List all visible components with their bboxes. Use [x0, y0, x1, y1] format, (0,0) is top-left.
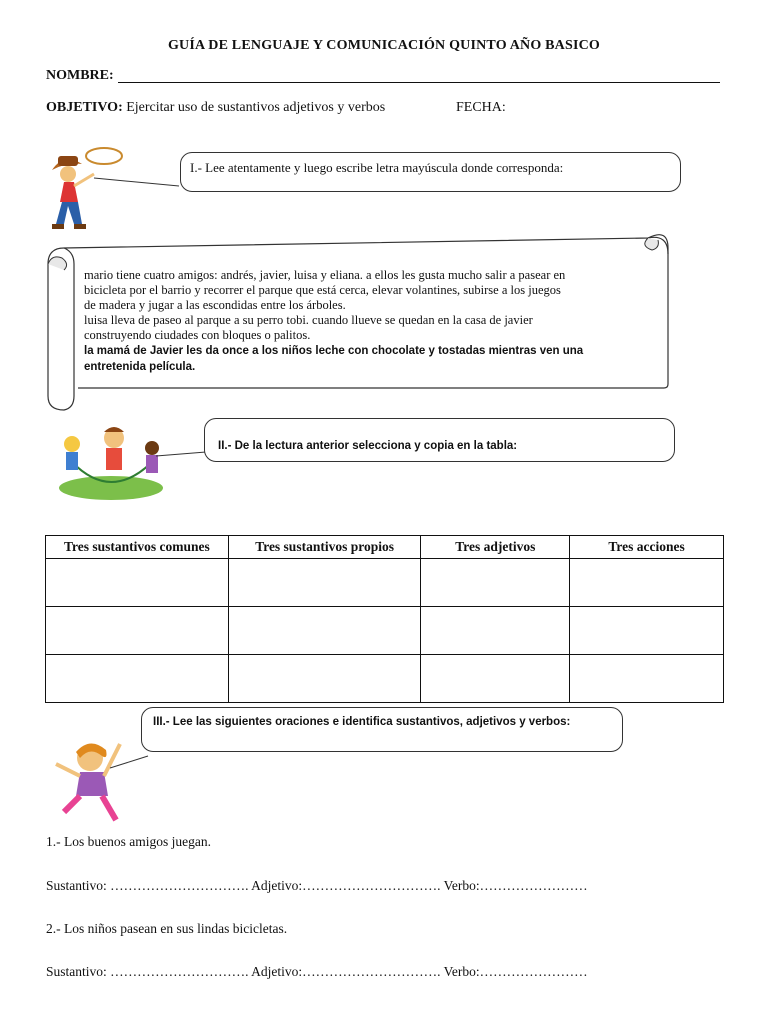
answer-cell[interactable]	[570, 559, 724, 607]
passage-bold-line: la mamá de Javier les da once a los niños leche con chocolate y tostadas mientras ven una	[84, 345, 584, 357]
instruction-2-text: II.- De la lectura anterior selecciona y copia en la tabla:	[218, 440, 518, 452]
passage-line: mario tiene cuatro amigos: andrés, javier, luisa y eliana. a ellos les gusta mucho salir a pasear en	[84, 268, 566, 282]
nombre-label: NOMBRE:	[46, 68, 114, 83]
objetivo-label: OBJETIVO:	[46, 100, 123, 115]
answer-line-2[interactable]: Sustantivo: …………………………. Adjetivo:…………………………. Verbo:……………………	[46, 964, 588, 979]
nombre-field-line[interactable]	[118, 82, 720, 83]
answer-cell[interactable]	[46, 655, 229, 703]
answer-cell[interactable]	[228, 559, 421, 607]
table-row	[46, 559, 724, 607]
answer-cell[interactable]	[421, 607, 570, 655]
objetivo	[46, 100, 385, 116]
instruction-3-text: III.- Lee las siguientes oraciones e identifica sustantivos, adjetivos y verbos:	[153, 716, 571, 728]
passage-bold-line: entretenida película.	[84, 361, 196, 373]
passage-line: de madera y jugar a las escondidas entre los árboles.	[84, 298, 346, 312]
fecha-label: FECHA:	[456, 100, 506, 115]
answer-cell[interactable]	[421, 655, 570, 703]
table-row	[46, 607, 724, 655]
objetivo-text: Ejercitar uso de sustantivos adjetivos y verbos	[122, 100, 386, 115]
header-sustantivos-propios: Tres sustantivos propios	[228, 536, 421, 559]
instruction-1-text: I.- Lee atentamente y luego escribe letra mayúscula donde corresponda:	[190, 160, 564, 175]
instruction-bubble-3	[141, 707, 623, 752]
answer-line-1[interactable]: Sustantivo: …………………………. Adjetivo:…………………………. Verbo:……………………	[46, 878, 588, 893]
answer-cell[interactable]	[421, 559, 570, 607]
answer-table	[45, 535, 724, 703]
table-row	[46, 655, 724, 703]
answer-cell[interactable]	[570, 607, 724, 655]
answer-cell[interactable]	[228, 607, 421, 655]
question-1: 1.- Los buenos amigos juegan.	[46, 834, 211, 849]
table-header-row	[46, 536, 724, 559]
passage-line: bicicleta por el barrio y recorrer el parque que está cerca, elevar volantines, subirse a los juegos	[84, 283, 561, 297]
header-sustantivos-comunes: Tres sustantivos comunes	[46, 536, 229, 559]
header-adjetivos: Tres adjetivos	[421, 536, 570, 559]
header-acciones: Tres acciones	[570, 536, 724, 559]
cowboy-icon	[44, 140, 184, 232]
answer-cell[interactable]	[228, 655, 421, 703]
reading-passage	[84, 268, 664, 375]
passage-line: construyendo ciudades con bloques o palitos.	[84, 328, 311, 342]
jumping-girl-icon	[50, 734, 150, 826]
answer-cell[interactable]	[46, 559, 229, 607]
kids-playing-icon	[56, 422, 206, 504]
question-2: 2.- Los niños pasean en sus lindas bicicletas.	[46, 921, 288, 936]
passage-line: luisa lleva de paseo al parque a su perro tobi. cuando llueve se quedan en la casa de javier	[84, 313, 533, 327]
answer-cell[interactable]	[46, 607, 229, 655]
worksheet-title: GUÍA DE LENGUAJE Y COMUNICACIÓN QUINTO AÑO BASICO	[167, 38, 601, 53]
answer-cell[interactable]	[570, 655, 724, 703]
